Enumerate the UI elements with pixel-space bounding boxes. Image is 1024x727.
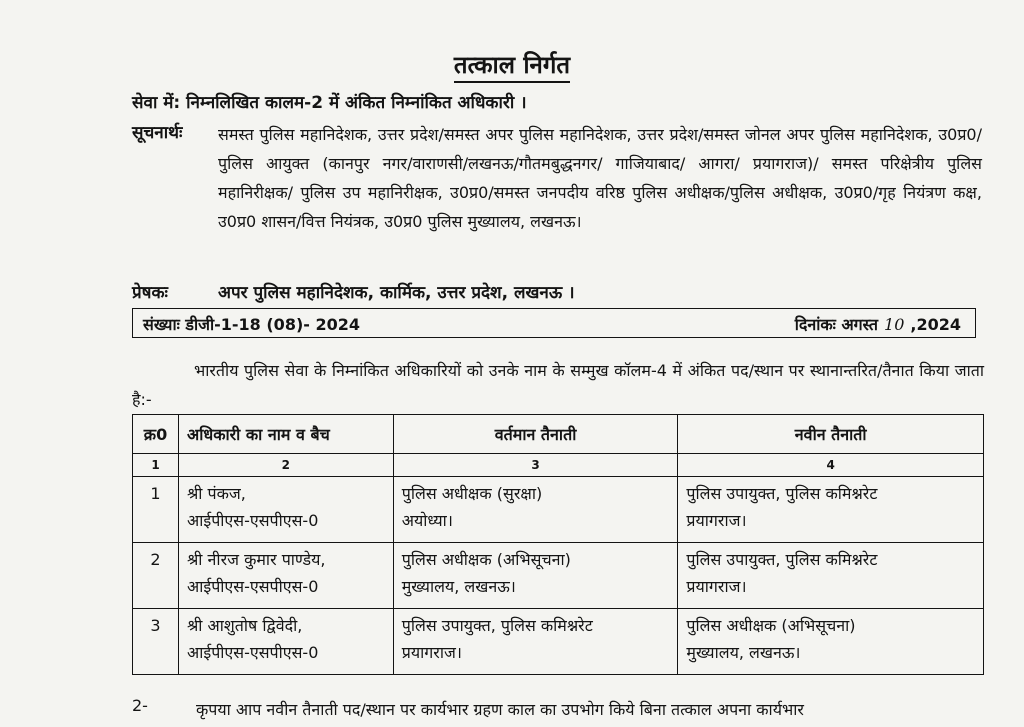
transfer-table xyxy=(132,414,984,675)
header-new-posting: नवीन तैनाती xyxy=(678,415,984,454)
officer-cell xyxy=(178,609,393,675)
row-serial: 3 xyxy=(133,609,179,675)
new-posting-cell xyxy=(678,609,984,675)
new-posting-line: पुलिस उपायुक्त, पुलिस कमिश्नरेट xyxy=(686,484,878,503)
officer-batch: आईपीएस-एसपीएस-0 xyxy=(186,577,319,596)
current-posting-line: पुलिस उपायुक्त, पुलिस कमिश्नरेट xyxy=(401,616,593,635)
paragraph-number: 2- xyxy=(132,696,148,715)
current-posting-cell xyxy=(393,477,678,543)
column-number: 1 xyxy=(133,454,179,477)
date-label: दिनांकः अगस्त xyxy=(794,315,879,334)
officer-batch: आईपीएस-एसपीएस-0 xyxy=(186,511,319,530)
row-serial: 1 xyxy=(133,477,179,543)
table-column-number-row xyxy=(133,454,984,477)
table-row xyxy=(133,609,984,675)
officer-batch: आईपीएस-एसपीएस-0 xyxy=(186,643,319,662)
paragraph-text: कृपया आप नवीन तैनाती पद/स्थान पर कार्यभार ग्रहण काल का उपभोग किये बिना तत्काल अपना कार्यभार xyxy=(196,700,804,719)
date-year: ,2024 xyxy=(910,315,961,334)
new-posting-line: मुख्यालय, लखनऊ। xyxy=(686,643,801,662)
officer-name: श्री नीरज कुमार पाण्डेय, xyxy=(186,550,326,569)
new-posting-line: पुलिस उपायुक्त, पुलिस कमिश्नरेट xyxy=(686,550,878,569)
current-posting-cell xyxy=(393,543,678,609)
new-posting-cell xyxy=(678,543,984,609)
addressee-line: सेवा में: निम्नलिखित कालम-2 में अंकित निम्नांकित अधिकारी । xyxy=(132,93,527,113)
row-serial: 2 xyxy=(133,543,179,609)
date-day-handwritten: 10 xyxy=(884,315,905,334)
column-number: 3 xyxy=(393,454,678,477)
officer-cell xyxy=(178,543,393,609)
info-label: सूचनार्थः xyxy=(132,123,183,143)
column-number: 4 xyxy=(678,454,984,477)
new-posting-line: प्रयागराज। xyxy=(686,511,747,530)
officer-cell xyxy=(178,477,393,543)
header-officer: अधिकारी का नाम व बैच xyxy=(178,415,393,454)
sender-text: अपर पुलिस महानिदेशक, कार्मिक, उत्तर प्रदेश, लखनऊ । xyxy=(218,283,575,303)
table-row xyxy=(133,477,984,543)
current-posting-line: पुलिस अधीक्षक (अभिसूचना) xyxy=(401,550,571,569)
header-current-posting: वर्तमान तैनाती xyxy=(393,415,678,454)
intro-paragraph: भारतीय पुलिस सेवा के निम्नांकित अधिकारियों को उनके नाम के सम्मुख कॉलम-4 में अंकित पद/स्थान पर स्थानान्तरित/तैनात किया जाता है:- xyxy=(132,361,984,409)
current-posting-cell xyxy=(393,609,678,675)
table-header-row xyxy=(133,415,984,454)
info-text: समस्त पुलिस महानिदेशक, उत्तर प्रदेश/समस्त अपर पुलिस महानिदेशक, उत्तर प्रदेश/समस्त जोनल अपर पुलिस महानिदेशक, उ0प्र0/पुलिस आयुक्त (कानपुर नगर/वाराणसी/लखनऊ/गौतमबुद्धनगर/ गाजियाबाद/ आगरा/ प्रयागराज)/ समस्त परिक्षेत्रीय पुलिस महानिरीक्षक/ पुलिस उप महानिरीक्षक, उ0प्र0/समस्त जनपदीय वरिष्ठ पुलिस अधीक्षक/पुलिस अधीक्षक, उ0प्र0/गृह नियंत्रण कक्ष, उ0प्र0 शासन/वित्त नियंत्रक, उ0प्र0 पुलिस मुख्यालय, लखनऊ। xyxy=(218,125,982,231)
reference-number: संख्याः डीजी-1-18 (08)- 2024 xyxy=(143,315,361,334)
current-posting-line: प्रयागराज। xyxy=(401,643,462,662)
table-row xyxy=(133,543,984,609)
document-title xyxy=(0,48,1024,81)
officer-name: श्री आशुतोष द्विवेदी, xyxy=(186,616,303,635)
new-posting-line: पुलिस अधीक्षक (अभिसूचना) xyxy=(686,616,856,635)
reference-box xyxy=(132,308,976,338)
new-posting-cell xyxy=(678,477,984,543)
current-posting-line: अयोध्या। xyxy=(401,511,453,530)
sender-label: प्रेषकः xyxy=(132,283,168,303)
officer-name: श्री पंकज, xyxy=(186,484,246,503)
header-serial: क्र0 xyxy=(133,415,179,454)
title-text: तत्काल निर्गत xyxy=(454,51,570,83)
new-posting-line: प्रयागराज। xyxy=(686,577,747,596)
current-posting-line: मुख्यालय, लखनऊ। xyxy=(401,577,516,596)
column-number: 2 xyxy=(178,454,393,477)
current-posting-line: पुलिस अधीक्षक (सुरक्षा) xyxy=(401,484,543,503)
reference-date xyxy=(795,313,961,335)
